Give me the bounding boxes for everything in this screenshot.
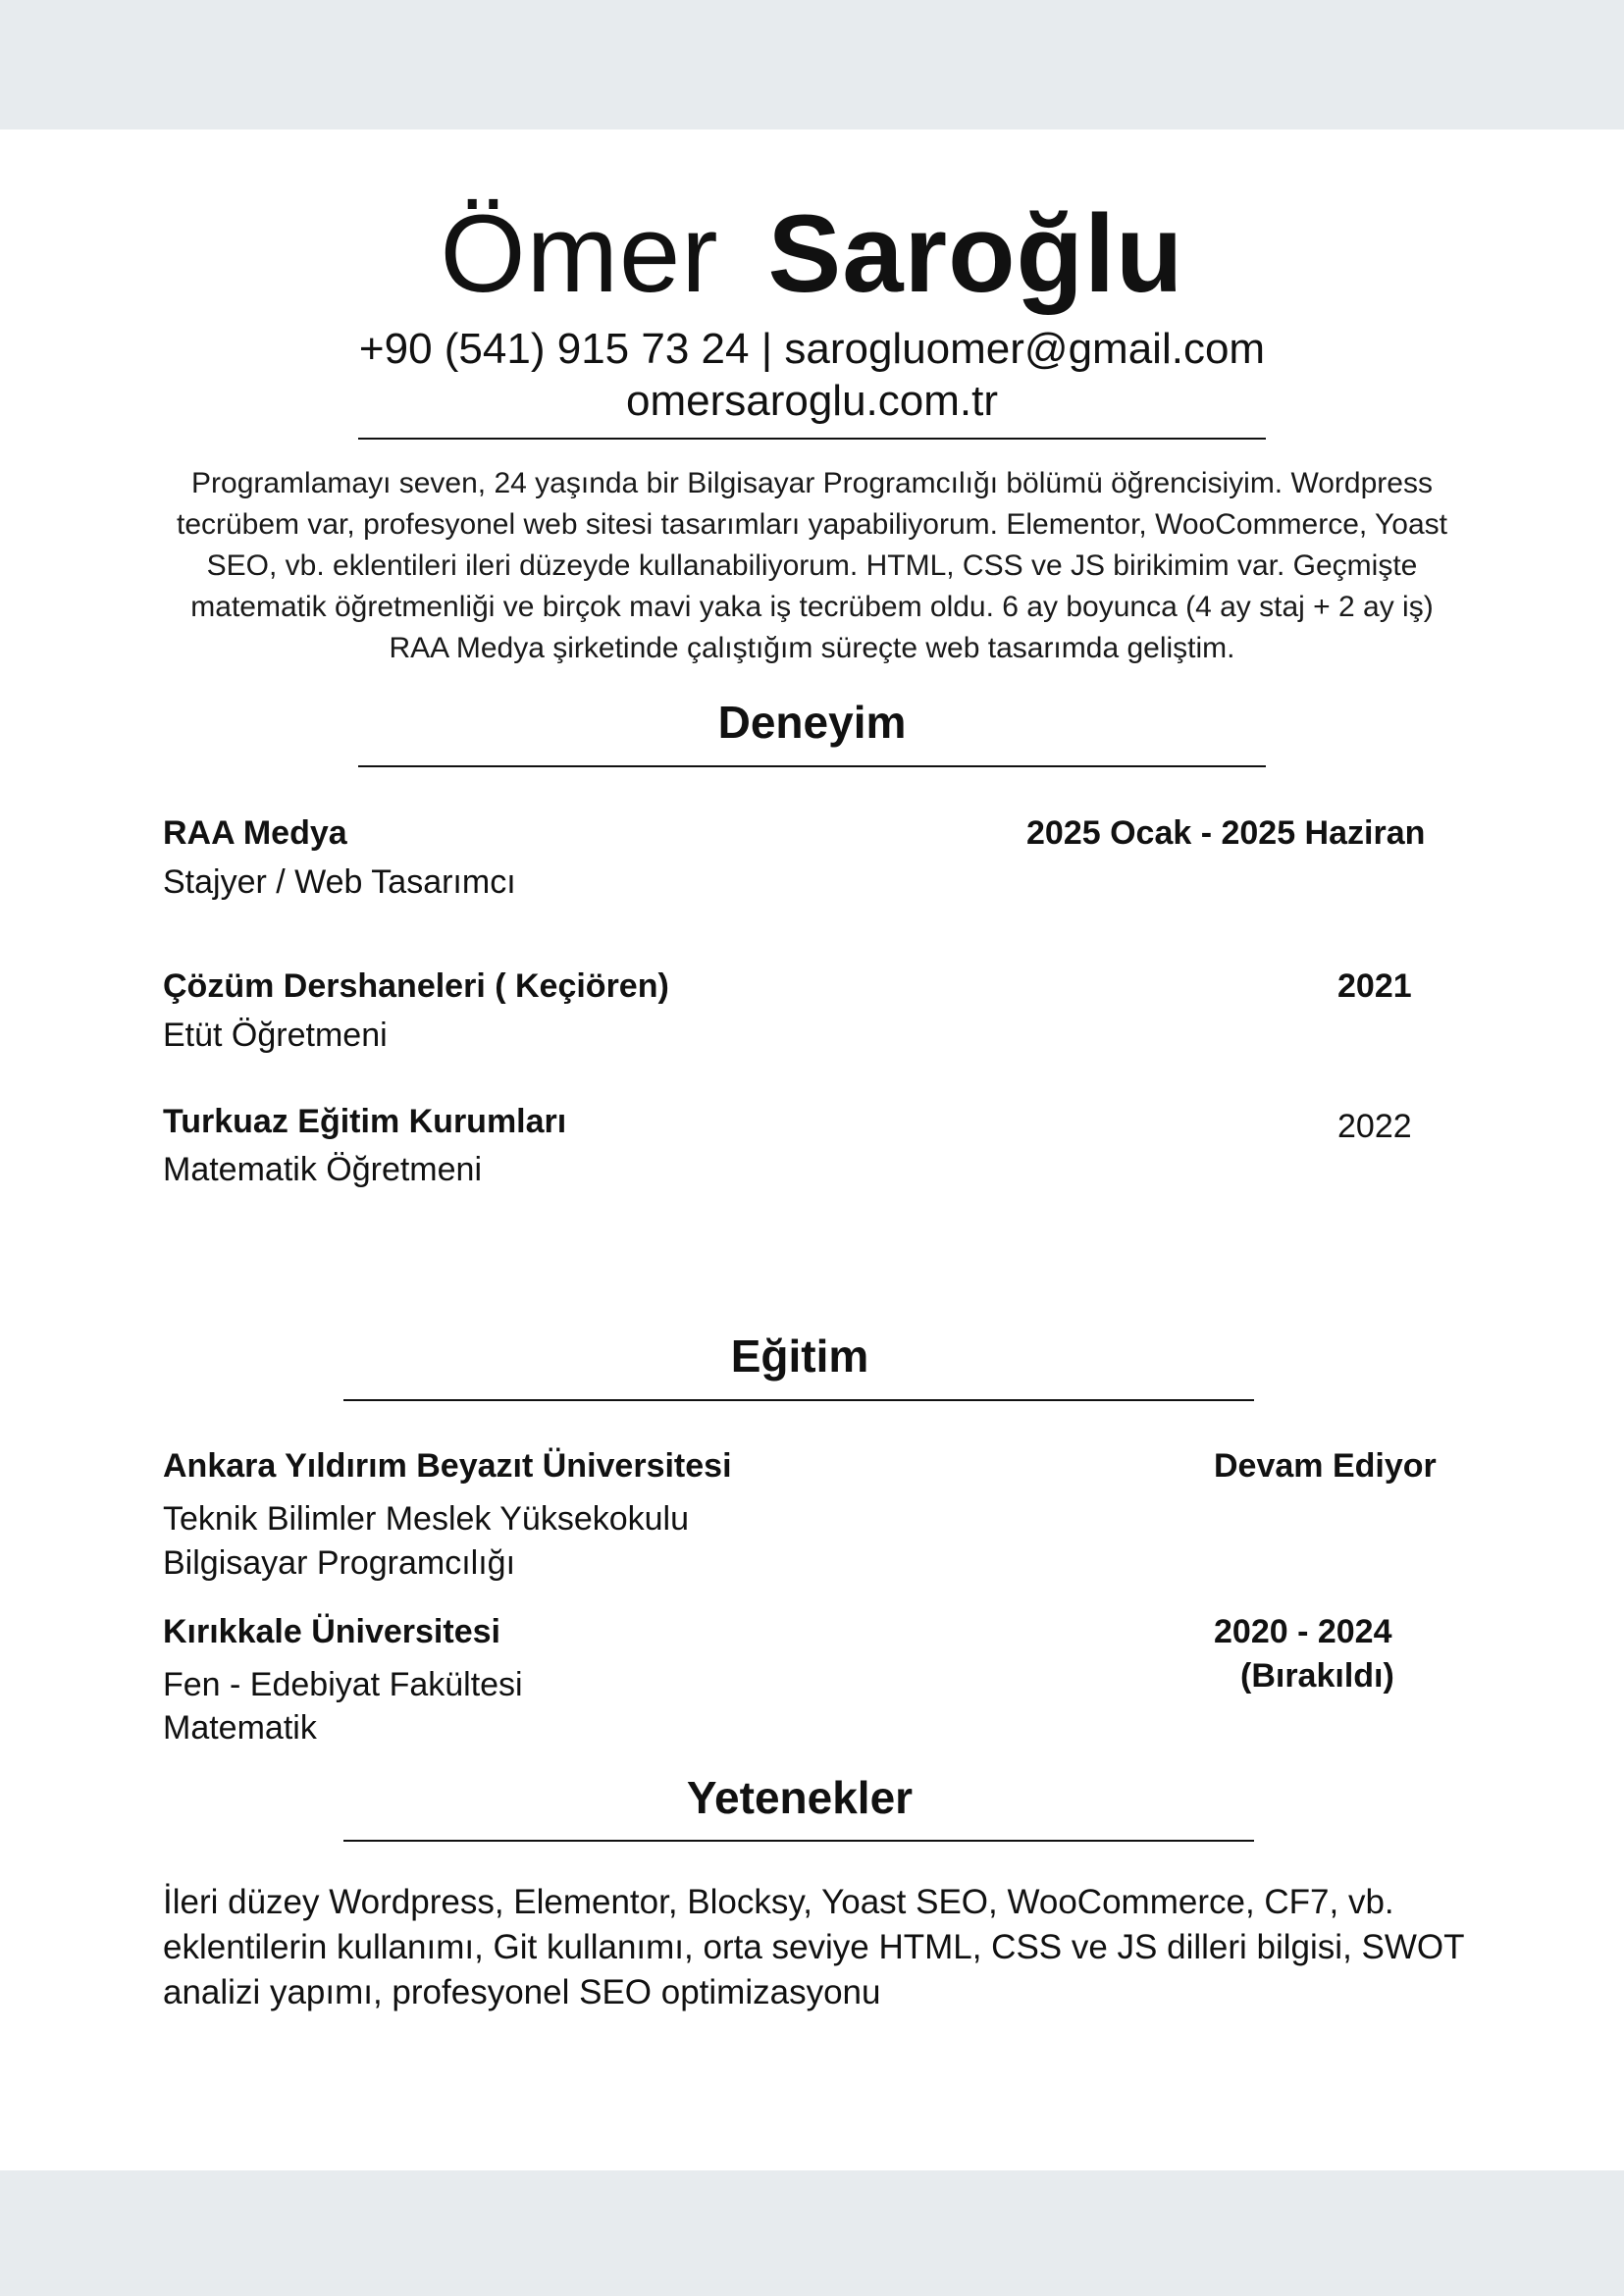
education-date: 2020 - 2024 (1214, 1613, 1392, 1650)
experience-date: 2021 (1337, 967, 1412, 1005)
experience-org: Çözüm Dershaneleri ( Keçiören) (163, 967, 669, 1005)
contact-line: +90 (541) 915 73 24 | sarogluomer@gmail.com (358, 325, 1266, 373)
website: omersaroglu.com.tr (625, 377, 998, 425)
resume-page (0, 130, 1624, 2170)
experience-org: Turkuaz Eğitim Kurumları (163, 1103, 567, 1140)
experience-divider (358, 765, 1266, 767)
education-heading: Eğitim (730, 1331, 869, 1382)
experience-role: Stajyer / Web Tasarımcı (163, 863, 516, 901)
skills-divider (343, 1840, 1254, 1842)
education-divider (343, 1399, 1254, 1401)
education-program: Matematik (163, 1709, 317, 1747)
experience-role: Matematik Öğretmeni (163, 1151, 482, 1188)
education-program: Bilgisayar Programcılığı (163, 1544, 516, 1582)
education-faculty: Fen - Edebiyat Fakültesi (163, 1666, 523, 1703)
experience-role: Etüt Öğretmeni (163, 1017, 388, 1054)
education-faculty: Teknik Bilimler Meslek Yüksekokulu (163, 1500, 690, 1538)
full-name (0, 192, 1624, 315)
education-school: Kırıkkale Üniversitesi (163, 1613, 500, 1650)
summary-text: Programlamayı seven, 24 yaşında bir Bilgisayar Programcılığı bölümü öğrencisiyim. Wordpress tecrübem var, profesyonel web sitesi tasarımları yapabiliyorum. Elementor, WooCommerce, Yoast SEO, vb. eklentileri ileri düzeyde kullanabiliyorum. HTML, CSS ve JS birikimim var. Geçmişte matematik öğretmenliği ve birçok mavi yaka iş tecrübem oldu. 6 ay boyunca (4 ay staj + 2 ay iş) RAA Medya şirketinde çalıştığım süreçte web tasarımda geliştim. (176, 467, 1447, 664)
experience-heading: Deneyim (717, 697, 907, 748)
experience-org: RAA Medya (163, 814, 347, 852)
first-name: Ömer (440, 192, 719, 315)
education-school: Ankara Yıldırım Beyazıt Üniversitesi (163, 1447, 732, 1485)
education-note: (Bırakıldı) (1240, 1657, 1394, 1695)
skills-text: İleri düzey Wordpress, Elementor, Blocksy, Yoast SEO, WooCommerce, CF7, vb. eklentilerin kullanımı, Git kullanımı, orta seviye HTML, CSS ve JS dilleri bilgisi, SWOT analizi yapımı, profesyonel SEO optimizasyonu (163, 1883, 1464, 2011)
last-name: Saroğlu (767, 192, 1184, 315)
skills-heading: Yetenekler (686, 1772, 914, 1823)
experience-date: 2025 Ocak - 2025 Haziran (1026, 814, 1426, 852)
header-divider (358, 438, 1266, 440)
education-date: Devam Ediyor (1214, 1447, 1437, 1485)
experience-date: 2022 (1337, 1108, 1412, 1145)
